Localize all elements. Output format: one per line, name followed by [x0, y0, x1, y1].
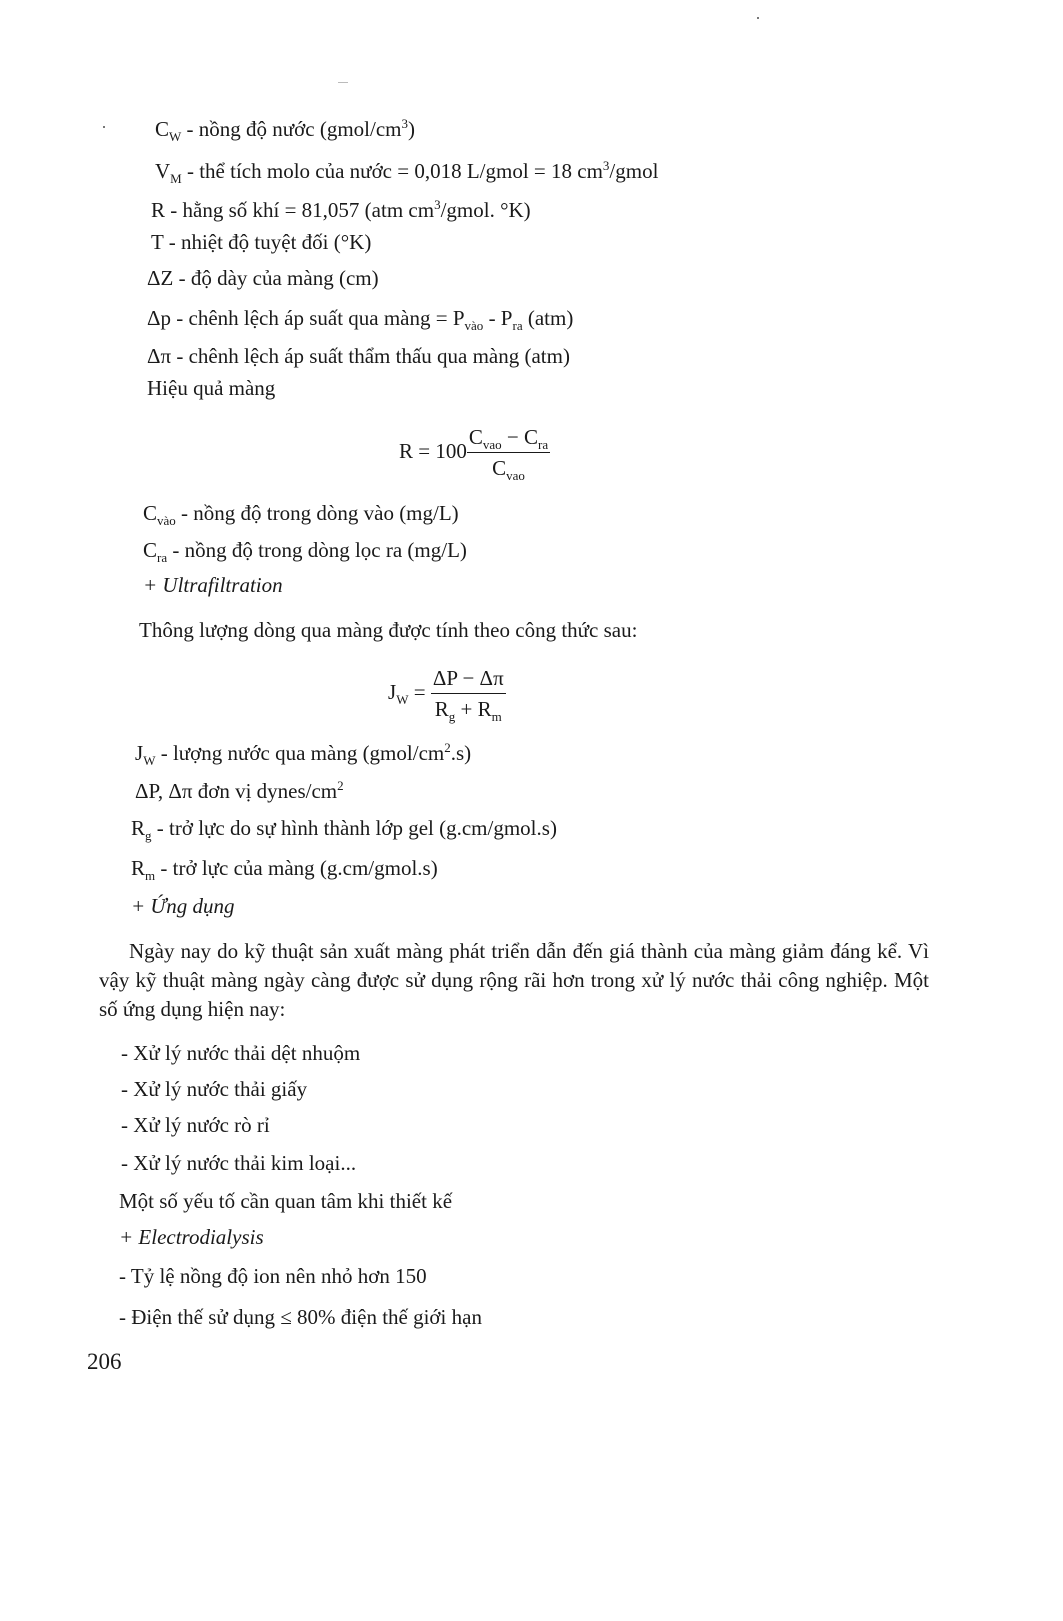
- def-jw: $J_W$ - lượng nước qua màng $(gmol/cm^2.s)$: [135, 740, 472, 769]
- app-item: - Xử lý nước thải kim loại...: [121, 1151, 357, 1175]
- formula-efficiency: R = 100 $\frac{C_{vao} - C_{ra}}{C_{vao}}$: [399, 425, 549, 484]
- def-c-out: $C_{ra}$ - nồng độ trong dòng lọc ra (mg/L): [143, 538, 467, 566]
- scan-speck: [757, 17, 759, 19]
- electro-item: - Điện thế sử dụng ≤ 80% điện thế giới hạn: [119, 1305, 482, 1329]
- flux-intro: Thông lượng dòng qua màng được tính theo công thức sau:: [139, 618, 638, 642]
- application-paragraph: Ngày nay do kỹ thuật sản xuất màng phát triển dẫn đến giá thành của màng giảm đáng kể. Vì vậy kỹ thuật màng ngày càng được sử dụng rộng rãi hơn trong xử lý nước thải công nghiệp. Một số ứng dụng hiện nay:: [99, 939, 929, 1021]
- application-heading: + Ứng dụng: [131, 894, 235, 918]
- def-vm: $V_M$ - thể tích molo của nước = 0,018 L/gmol = 18 $cm^3$/gmol: [155, 158, 659, 187]
- def-dz: ΔZ - độ dày của màng (cm): [147, 266, 379, 290]
- electro-item: - Tỷ lệ nồng độ ion nên nhỏ hơn 150: [119, 1264, 427, 1288]
- def-units: ΔP, Δπ đơn vị dynes/$cm^2$: [135, 778, 344, 803]
- design-intro: Một số yếu tố cần quan tâm khi thiết kế: [119, 1189, 453, 1213]
- page-number: 206: [87, 1349, 122, 1374]
- def-cw: $C_W$ - nồng độ nước $(gmol/cm^3)$: [155, 116, 415, 145]
- app-item: - Xử lý nước thải dệt nhuộm: [121, 1041, 361, 1065]
- app-item: - Xử lý nước rò rỉ: [121, 1113, 270, 1137]
- efficiency-heading: Hiệu quả màng: [147, 376, 276, 400]
- def-t: T - nhiệt độ tuyệt đối (°K): [151, 230, 372, 254]
- scan-mark: [338, 82, 348, 83]
- def-rm: $R_m$ - trở lực của màng (g.cm/gmol.s): [131, 856, 438, 884]
- def-rg: $R_g$ - trở lực do sự hình thành lớp gel (g.cm/gmol.s): [131, 816, 557, 844]
- def-r: R - hằng số khí = 81,057 (atm $cm^3$/gmol. °K): [151, 197, 531, 222]
- electrodialysis-heading: + Electrodialysis: [119, 1225, 264, 1249]
- app-item: - Xử lý nước thải giấy: [121, 1077, 308, 1101]
- scan-speck: [103, 126, 105, 128]
- def-dpi: Δπ - chênh lệch áp suất thẩm thấu qua màng (atm): [147, 344, 570, 368]
- def-dp: Δp - chênh lệch áp suất qua màng = $P_{vào} - P_{ra}$ (atm): [147, 306, 574, 334]
- ultrafiltration-heading: + Ultrafiltration: [143, 573, 283, 597]
- formula-flux: $J_W$ = $\frac{\Delta P - \Delta\pi}{R_g + R_m}$: [388, 666, 504, 725]
- def-c-in: $C_{vào}$ - nồng độ trong dòng vào (mg/L): [143, 501, 459, 529]
